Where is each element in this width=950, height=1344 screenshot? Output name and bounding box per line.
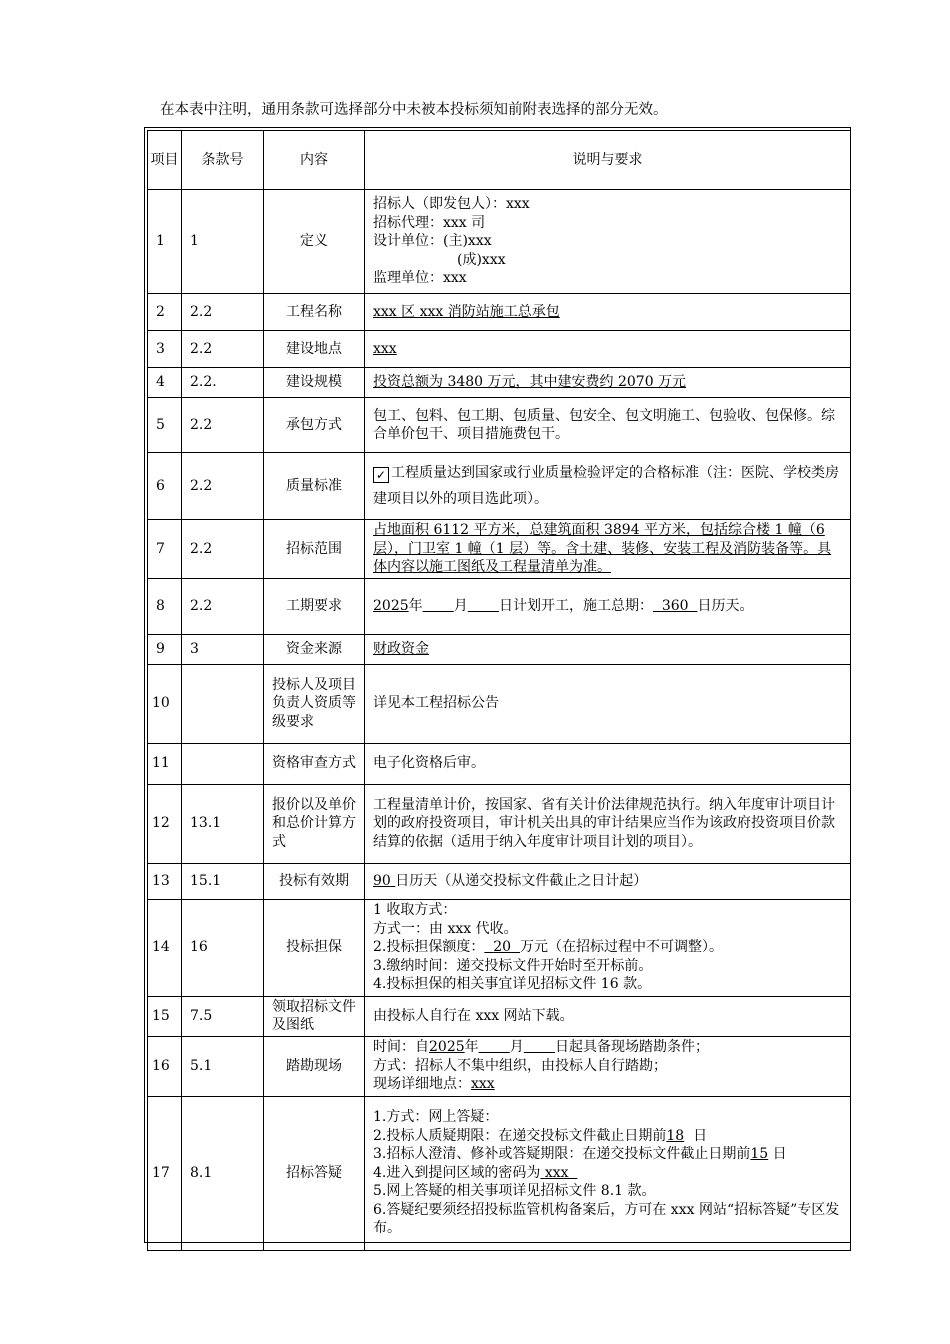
row-number: 9 <box>148 634 182 664</box>
site-visit-location-value: xxx <box>471 1076 495 1093</box>
row-number: 17 <box>148 1096 182 1250</box>
row-clause: 8.1 <box>182 1096 264 1250</box>
funding-source: 财政资金 <box>373 640 429 657</box>
guarantee-line-2: 方式一：由 xxx 代收。 <box>373 920 518 937</box>
row-description: 电子化资格后审。 <box>365 743 851 784</box>
construction-scale: 投资总额为 3480 万元，其中建安费约 2070 万元 <box>373 374 687 391</box>
row-content: 资格审查方式 <box>264 743 365 784</box>
qa-password-label: 4.进入到提问区域的密码为 <box>373 1164 541 1181</box>
table-row <box>148 453 851 520</box>
row-clause <box>182 743 264 784</box>
row-clause: 5.1 <box>182 1036 264 1096</box>
guarantee-amount-label: 2.投标担保额度： <box>373 939 485 956</box>
header-item: 项目 <box>148 131 182 190</box>
row-clause: 7.5 <box>182 996 264 1036</box>
table-row <box>148 331 851 368</box>
qa-line-2 <box>373 1127 842 1146</box>
row-number: 8 <box>148 578 182 634</box>
row-content: 质量标准 <box>264 453 365 520</box>
row-clause <box>182 664 264 743</box>
row-content: 工期要求 <box>264 578 365 634</box>
qa-line-3 <box>373 1145 842 1164</box>
validity-text: 日历天（从递交投标文件截止之日计起） <box>395 872 648 889</box>
guarantee-line-5: 4.投标担保的相关事宜详见招标文件 16 款。 <box>373 976 652 993</box>
site-visit-time-label: 时间：自 <box>373 1039 429 1056</box>
row-description <box>365 520 851 579</box>
row-description: 由投标人自行在 xxx 网站下载。 <box>365 996 851 1036</box>
header-clause: 条款号 <box>182 131 264 190</box>
header-content: 内容 <box>264 131 365 190</box>
qa-line-5: 5.网上答疑的相关事项详见招标文件 8.1 款。 <box>373 1183 656 1200</box>
site-visit-location <box>373 1075 842 1094</box>
row-description <box>365 1036 851 1096</box>
row-number: 13 <box>148 863 182 899</box>
table-row <box>148 784 851 863</box>
row-description <box>365 294 851 331</box>
table-row <box>148 398 851 453</box>
supervisor-line: 监理单位：xxx <box>373 270 467 287</box>
row-number: 12 <box>148 784 182 863</box>
site-visit-year: 2025 <box>429 1039 465 1056</box>
project-name: xxx 区 xxx 消防站施工总承包 <box>373 303 560 320</box>
row-number: 15 <box>148 996 182 1036</box>
row-content: 承包方式 <box>264 398 365 453</box>
table-row <box>148 520 851 579</box>
qa-line-1: 1.方式：网上答疑： <box>373 1109 499 1126</box>
duration-days: 360 <box>661 597 689 614</box>
site-visit-year-unit: 年 <box>464 1039 479 1056</box>
agent-line: 招标代理：xxx 司 <box>373 214 486 231</box>
instructions-table <box>147 130 851 1251</box>
row-number: 10 <box>148 664 182 743</box>
qa-clarification-days: 15 <box>750 1146 769 1163</box>
month-unit: 月 <box>453 597 468 614</box>
row-description <box>365 190 851 294</box>
qa-clarification-unit: 日 <box>772 1146 787 1163</box>
table-row <box>148 294 851 331</box>
row-description <box>365 1096 851 1250</box>
row-number: 6 <box>148 453 182 520</box>
site-visit-month-unit: 月 <box>509 1039 524 1056</box>
row-number: 7 <box>148 520 182 579</box>
row-number: 5 <box>148 398 182 453</box>
row-clause: 2.2. <box>182 368 264 398</box>
qa-line-4 <box>373 1164 842 1183</box>
qa-clarification-label: 3.招标人澄清、修补或答疑期限：在递交投标文件截止日期前 <box>373 1146 751 1163</box>
table-row <box>148 578 851 634</box>
row-number: 3 <box>148 331 182 368</box>
guarantee-line-1: 1 收取方式： <box>373 902 457 919</box>
row-content: 领取招标文件及图纸 <box>264 996 365 1036</box>
tenderer-line: 招标人（即发包人）：xxx <box>373 196 530 213</box>
table-row <box>148 664 851 743</box>
table-row <box>148 996 851 1036</box>
table-row <box>148 1096 851 1250</box>
site-location: xxx <box>373 340 397 357</box>
row-content: 踏勘现场 <box>264 1036 365 1096</box>
qa-password: xxx <box>544 1164 569 1181</box>
row-description <box>365 331 851 368</box>
quality-standard-text: 工程质量达到国家或行业质量检验评定的合格标准（注：医院、学校类房建项目以外的项目选此项）。 <box>373 465 839 507</box>
row-content: 工程名称 <box>264 294 365 331</box>
table-row <box>148 634 851 664</box>
qa-line-6: 6.答疑纪要须经招投标监管机构备案后，方可在 xxx 网站“招标答疑”专区发布。 <box>373 1201 840 1237</box>
table-row <box>148 863 851 899</box>
row-clause: 1 <box>182 190 264 294</box>
row-clause: 16 <box>182 899 264 996</box>
row-clause: 2.2 <box>182 578 264 634</box>
designer-main-line: 设计单位：(主)xxx <box>373 233 492 250</box>
header-description: 说明与要求 <box>365 131 851 190</box>
row-number: 14 <box>148 899 182 996</box>
row-description: 包工、包料、包工期、包质量、包安全、包文明施工、包验收、包保修。综合单价包干、项目措施费包干。 <box>365 398 851 453</box>
guarantee-line-4: 3.缴纳时间：递交投标文件开始时至开标前。 <box>373 957 653 974</box>
site-visit-location-label: 现场详细地点： <box>373 1076 471 1093</box>
row-description: 详见本工程招标公告 <box>365 664 851 743</box>
row-number: 16 <box>148 1036 182 1096</box>
row-clause: 3 <box>182 634 264 664</box>
days-unit: 日历天。 <box>697 597 754 614</box>
checked-checkbox-icon: ✓ <box>373 467 389 483</box>
row-number: 2 <box>148 294 182 331</box>
row-description <box>365 368 851 398</box>
table-header-row <box>148 131 851 190</box>
row-clause: 13.1 <box>182 784 264 863</box>
row-clause: 2.2 <box>182 520 264 579</box>
row-clause: 2.2 <box>182 398 264 453</box>
row-content: 建设地点 <box>264 331 365 368</box>
row-description: 工程量清单计价，按国家、省有关计价法律规范执行。纳入年度审计项目计划的政府投资项目，审计机关出具的审计结果应当作为该政府投资项目价款结算的依据（适用于纳入年度审计项目计划的项目）。 <box>365 784 851 863</box>
row-clause: 2.2 <box>182 453 264 520</box>
intro-note: 在本表中注明，通用条款可选择部分中未被本投标须知前附表选择的部分无效。 <box>160 102 668 118</box>
row-number: 11 <box>148 743 182 784</box>
table-row <box>148 368 851 398</box>
row-description <box>365 634 851 664</box>
row-description <box>365 578 851 634</box>
table-row <box>148 190 851 294</box>
start-year: 2025 <box>373 597 409 614</box>
guarantee-line-3 <box>373 938 842 957</box>
designer-sub-line: (成)xxx <box>457 251 506 268</box>
row-content: 建设规模 <box>264 368 365 398</box>
table-row <box>148 743 851 784</box>
qa-objection-label: 2.投标人质疑期限：在递交投标文件截止日期前 <box>373 1127 667 1144</box>
start-text: 日计划开工，施工总期： <box>498 597 653 614</box>
row-description <box>365 899 851 996</box>
row-description <box>365 453 851 520</box>
row-number: 4 <box>148 368 182 398</box>
row-content: 投标担保 <box>264 899 365 996</box>
row-content: 资金来源 <box>264 634 365 664</box>
row-content: 投标有效期 <box>264 863 365 899</box>
row-number: 1 <box>148 190 182 294</box>
qa-objection-unit: 日 <box>693 1127 708 1144</box>
bidding-scope: 占地面积 6112 平方米，总建筑面积 3894 平方米，包括综合楼 1 幢（6 层），门卫室 1 幢（1 层）等。含土建、装修、安装工程及消防装备等。具体内容以施工图纸及工程量清单为准。 <box>373 522 832 575</box>
guarantee-amount-unit: 万元（在招标过程中不可调整）。 <box>520 939 723 956</box>
table-row <box>148 899 851 996</box>
row-content: 投标人及项目负责人资质等级要求 <box>264 664 365 743</box>
row-content: 招标范围 <box>264 520 365 579</box>
row-clause: 15.1 <box>182 863 264 899</box>
table-row <box>148 1036 851 1096</box>
year-unit: 年 <box>408 597 423 614</box>
site-visit-time <box>373 1038 842 1057</box>
site-visit-method: 方式：招标人不集中组织，由投标人自行踏勘； <box>373 1057 667 1074</box>
row-clause: 2.2 <box>182 294 264 331</box>
row-description <box>365 863 851 899</box>
row-content: 定义 <box>264 190 365 294</box>
qa-objection-days: 18 <box>666 1127 685 1144</box>
row-clause: 2.2 <box>182 331 264 368</box>
guarantee-amount: 20 <box>493 939 512 956</box>
validity-days: 90 <box>373 872 391 889</box>
row-content: 报价以及单价和总价计算方式 <box>264 784 365 863</box>
row-content: 招标答疑 <box>264 1096 365 1250</box>
site-visit-time-text: 日起具备现场踏勘条件； <box>554 1039 709 1056</box>
